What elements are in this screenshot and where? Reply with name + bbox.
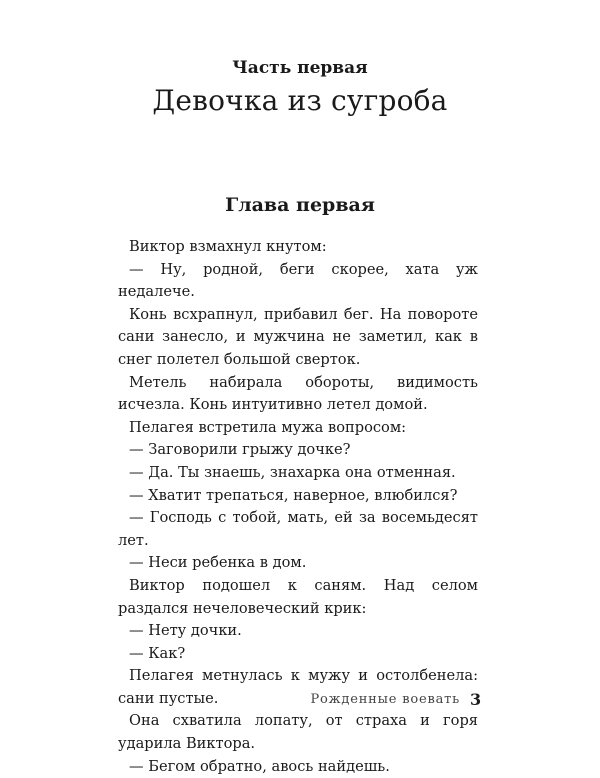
page-number: 3 (470, 690, 482, 709)
paragraph: Виктор взмахнул кнутом: (129, 238, 327, 255)
page-footer (0, 690, 600, 714)
paragraph: — Как? (129, 644, 186, 662)
part-label: Часть первая (232, 58, 368, 78)
paragraph: — Бегом обратно, авось найдешь. (129, 757, 390, 775)
paragraph: Пелагея встретила мужа вопросом: (129, 418, 407, 436)
paragraph: — Хватит трепаться, наверное, влюбился? (129, 486, 458, 504)
running-title: Рожденные воевать (310, 692, 460, 707)
paragraph: Пелагея метнулась к мужу и остолбенела: сани пустые. (118, 667, 478, 707)
paragraph: — Нету дочки. (129, 622, 242, 640)
paragraph: — Заговорили грыжу дочке? (129, 441, 351, 459)
part-title: Девочка из сугроба (152, 84, 448, 117)
paragraph: Она схватила лопату, от страха и горя ударила Виктора. (118, 712, 478, 753)
paragraph: — Господь с тобой, мать, ей за восемьдесят лет. (118, 509, 478, 549)
paragraph: Виктор подошел к саням. Над селом раздался нечеловеческий крик: (118, 576, 478, 617)
paragraph: Конь всхрапнул, прибавил бег. На повороте сани занесло, и мужчина не заметил, как в снег полетел большой сверток. (118, 305, 478, 368)
paragraph: — Неси ребенка в дом. (129, 554, 307, 572)
chapter-title: Глава первая (225, 194, 375, 216)
paragraph: — Да. Ты знаешь, знахарка она отменная. (129, 463, 456, 481)
paragraph: — Ну, родной, беги скорее, хата уж недалече. (118, 260, 478, 301)
paragraph: Метель набирала обороты, видимость исчезла. Конь интуитивно летел домой. (118, 373, 478, 414)
